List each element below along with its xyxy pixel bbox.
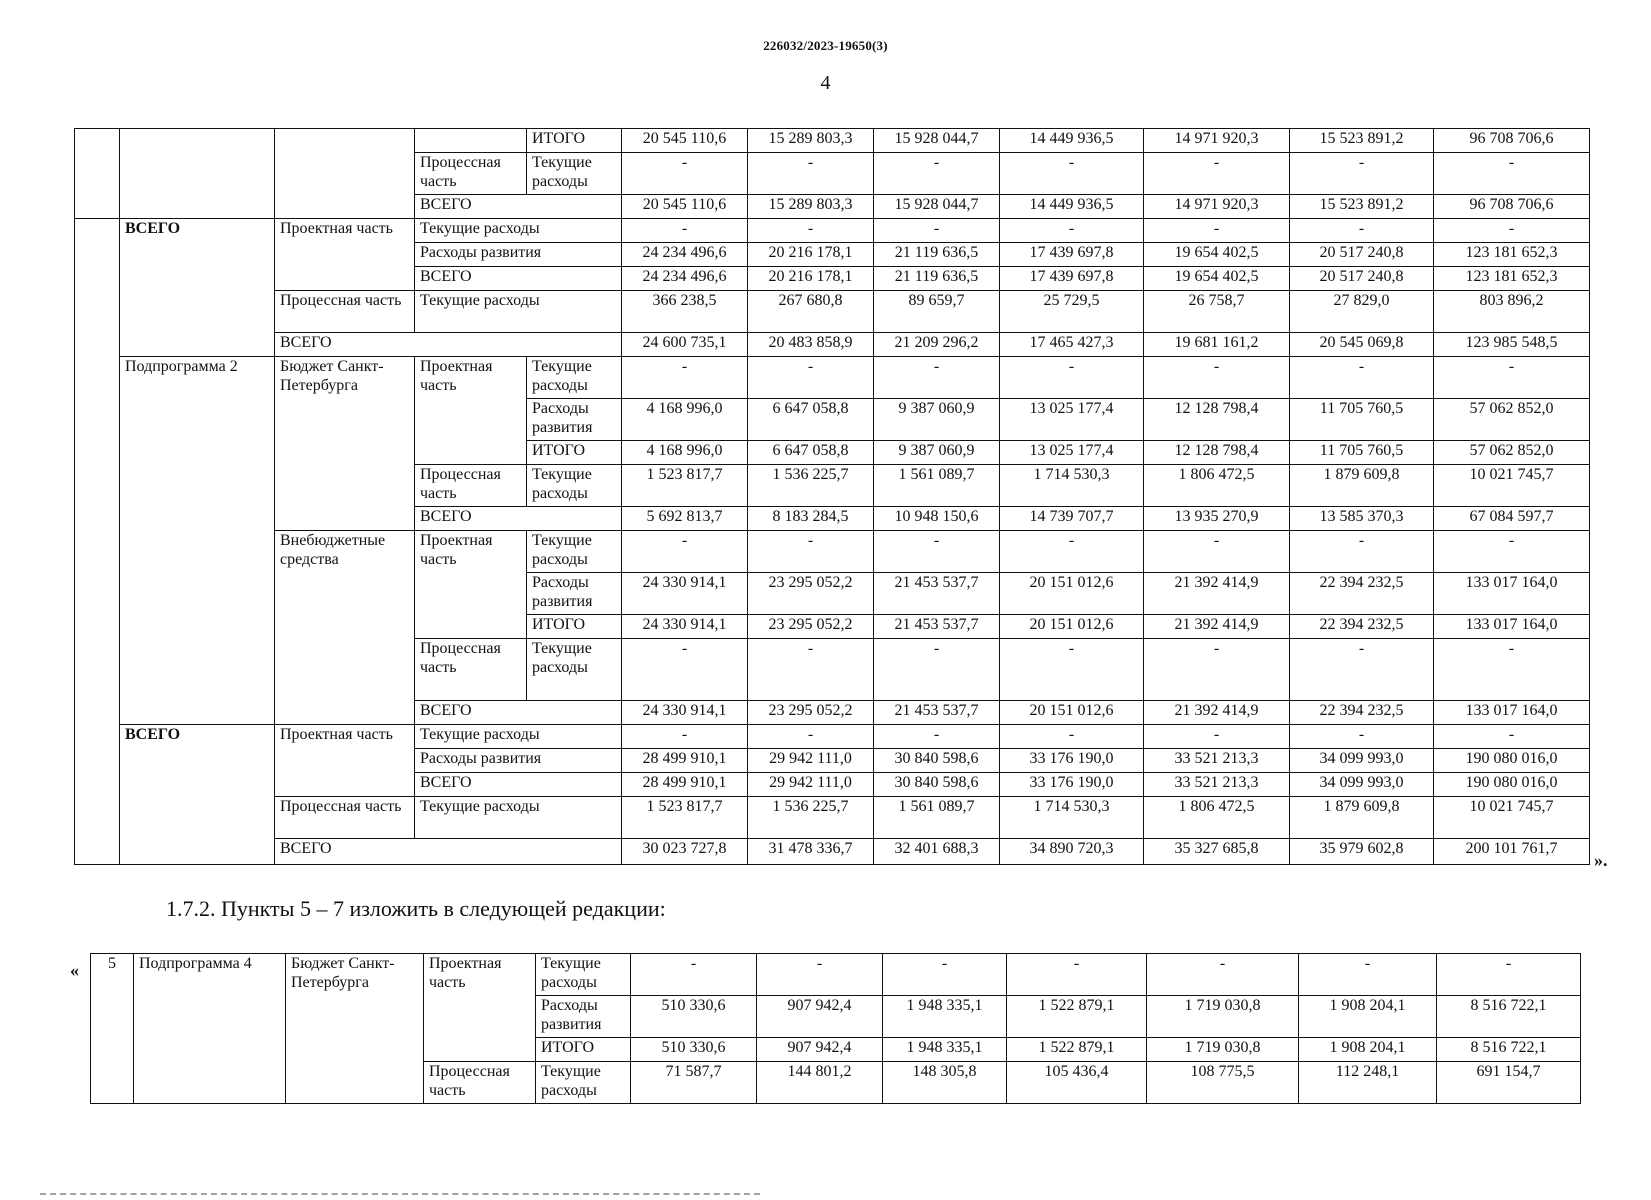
cell-expense-type: Текущие расходы [527, 357, 622, 399]
cell-source: Процессная часть [275, 291, 415, 333]
cell-value: 15 289 803,3 [748, 195, 874, 219]
cell-value: 34 890 720,3 [1000, 839, 1144, 865]
cell-value: 10 021 745,7 [1434, 797, 1590, 839]
cell-expense-type: Текущие расходы [527, 639, 622, 701]
cell-subprogram: ВСЕГО [120, 725, 275, 865]
cell-total-label: ВСЕГО [275, 333, 622, 357]
cell-value: 190 080 016,0 [1434, 749, 1590, 773]
cell-value: 133 017 164,0 [1434, 701, 1590, 725]
cell-total-label: ВСЕГО [415, 267, 622, 291]
cell-value: 21 392 414,9 [1144, 701, 1290, 725]
cell-value: 11 705 760,5 [1290, 441, 1434, 465]
cell-part: Процессная часть [415, 153, 527, 195]
cell-value: 21 392 414,9 [1144, 615, 1290, 639]
table-row [75, 839, 1590, 865]
cell-value: 20 545 110,6 [622, 129, 748, 153]
cell-value: 1 879 609,8 [1290, 797, 1434, 839]
cell-expense-type: ИТОГО [527, 615, 622, 639]
cell-value: 1 948 335,1 [883, 996, 1007, 1038]
cell-value: 19 681 161,2 [1144, 333, 1290, 357]
cell-value: 1 908 204,1 [1299, 996, 1437, 1038]
cell-total-label: ВСЕГО [275, 839, 622, 865]
cell-value: - [622, 531, 748, 573]
cell-value: - [1299, 954, 1437, 996]
cell-value: 1 908 204,1 [1299, 1038, 1437, 1062]
cell-source: Проектная часть [275, 219, 415, 291]
cell-value: - [748, 639, 874, 701]
cell-value: - [874, 357, 1000, 399]
cell-value: 200 101 761,7 [1434, 839, 1590, 865]
cell-value: 144 801,2 [757, 1062, 883, 1104]
cell-value: - [622, 725, 748, 749]
cell-value: - [622, 639, 748, 701]
cell-value: - [631, 954, 757, 996]
cell-value: 24 330 914,1 [622, 573, 748, 615]
cell-value: 57 062 852,0 [1434, 399, 1590, 441]
cell-value: 23 295 052,2 [748, 615, 874, 639]
table-row [75, 333, 1590, 357]
cell-value: 907 942,4 [757, 1038, 883, 1062]
budget-table-2 [90, 953, 1581, 1104]
cell-expense-type: Расходы развития [415, 243, 622, 267]
cell-value: 8 516 722,1 [1437, 996, 1581, 1038]
cell-value: - [1000, 219, 1144, 243]
cell-value: 15 928 044,7 [874, 129, 1000, 153]
cell-source: Процессная часть [275, 797, 415, 839]
section-heading: 1.7.2. Пункты 5 – 7 изложить в следующей редакции: [166, 896, 666, 921]
cell-part [415, 129, 527, 153]
cell-value: 1 806 472,5 [1144, 465, 1290, 507]
budget-table [74, 128, 1590, 865]
cell-value: - [1000, 357, 1144, 399]
cell-value: 71 587,7 [631, 1062, 757, 1104]
cell-value: 20 517 240,8 [1290, 243, 1434, 267]
cell-value: 1 523 817,7 [622, 465, 748, 507]
cell-value: - [748, 725, 874, 749]
cell-value: - [748, 153, 874, 195]
cell-value: 6 647 058,8 [748, 441, 874, 465]
cell-expense-type: Расходы развития [536, 996, 631, 1038]
cell-value: 14 449 936,5 [1000, 195, 1144, 219]
cell-part: Проектная часть [415, 357, 527, 465]
cell-value: - [883, 954, 1007, 996]
cell-value: - [1144, 219, 1290, 243]
table-row [75, 357, 1590, 399]
cell-value: - [1000, 639, 1144, 701]
cell-value: 21 453 537,7 [874, 615, 1000, 639]
cell-total-label: ВСЕГО [415, 773, 622, 797]
cell-expense-type: Текущие расходы [415, 725, 622, 749]
cell-value: 267 680,8 [748, 291, 874, 333]
cell-value: - [748, 531, 874, 573]
cell-value: 19 654 402,5 [1144, 267, 1290, 291]
cell-value: - [748, 219, 874, 243]
cell-expense-type: Текущие расходы [527, 465, 622, 507]
cell-value: 15 523 891,2 [1290, 195, 1434, 219]
cell-value: - [1290, 639, 1434, 701]
cell-expense-type: Расходы развития [527, 573, 622, 615]
cell-value: 20 151 012,6 [1000, 615, 1144, 639]
cell-value: 20 545 069,8 [1290, 333, 1434, 357]
cell-value: 24 330 914,1 [622, 701, 748, 725]
cell-value: - [1290, 357, 1434, 399]
cell-source: Проектная часть [275, 725, 415, 797]
cell-value: 10 021 745,7 [1434, 465, 1590, 507]
cell-value: - [1144, 531, 1290, 573]
cell-value: 25 729,5 [1000, 291, 1144, 333]
cell-expense-type: Текущие расходы [527, 531, 622, 573]
cell-value: 4 168 996,0 [622, 441, 748, 465]
cell-number [75, 219, 120, 865]
cell-value: 123 985 548,5 [1434, 333, 1590, 357]
cell-expense-type: Текущие расходы [415, 219, 622, 243]
cell-value: 8 516 722,1 [1437, 1038, 1581, 1062]
cell-value: - [1434, 153, 1590, 195]
cell-value: - [874, 531, 1000, 573]
cell-value: 28 499 910,1 [622, 773, 748, 797]
cell-number [75, 129, 120, 219]
cell-value: 20 483 858,9 [748, 333, 874, 357]
cell-expense-type: Расходы развития [415, 749, 622, 773]
cell-value: - [1144, 725, 1290, 749]
cell-value: 21 453 537,7 [874, 701, 1000, 725]
cell-value: 1 561 089,7 [874, 797, 1000, 839]
cell-value: 1 522 879,1 [1007, 1038, 1147, 1062]
cell-expense-type: Текущие расходы [527, 153, 622, 195]
cell-value: - [1144, 153, 1290, 195]
cell-part: Процессная часть [415, 639, 527, 701]
cell-value: 14 971 920,3 [1144, 129, 1290, 153]
cell-expense-type: Текущие расходы [415, 291, 622, 333]
cell-value: 24 234 496,6 [622, 267, 748, 291]
cell-subprogram [120, 129, 275, 219]
cell-value: 22 394 232,5 [1290, 615, 1434, 639]
cell-value: - [1434, 357, 1590, 399]
cell-value: - [1000, 153, 1144, 195]
cell-value: 30 840 598,6 [874, 773, 1000, 797]
cell-expense-type: Расходы развития [527, 399, 622, 441]
cell-value: 32 401 688,3 [874, 839, 1000, 865]
cell-value: - [874, 219, 1000, 243]
cell-value: 23 295 052,2 [748, 573, 874, 615]
cell-value: 24 330 914,1 [622, 615, 748, 639]
cell-expense-type: Текущие расходы [536, 1062, 631, 1104]
cell-subprogram: Подпрограмма 2 [120, 357, 275, 725]
cell-value: 1 806 472,5 [1144, 797, 1290, 839]
cell-part: Процессная часть [415, 465, 527, 507]
cell-value: 17 465 427,3 [1000, 333, 1144, 357]
cell-value: 1 719 030,8 [1147, 1038, 1299, 1062]
cell-total-label: ВСЕГО [415, 507, 622, 531]
cell-value: - [1437, 954, 1581, 996]
cell-value: 13 025 177,4 [1000, 441, 1144, 465]
table-row [75, 291, 1590, 333]
cell-value: - [1434, 219, 1590, 243]
cell-value: 24 234 496,6 [622, 243, 748, 267]
cell-value: 26 758,7 [1144, 291, 1290, 333]
cell-value: 133 017 164,0 [1434, 573, 1590, 615]
cell-value: 19 654 402,5 [1144, 243, 1290, 267]
cell-value: 29 942 111,0 [748, 773, 874, 797]
cell-value: 803 896,2 [1434, 291, 1590, 333]
cell-value: 31 478 336,7 [748, 839, 874, 865]
cell-value: 14 449 936,5 [1000, 129, 1144, 153]
cell-value: 1 561 089,7 [874, 465, 1000, 507]
cell-value: 17 439 697,8 [1000, 243, 1144, 267]
cell-value: 112 248,1 [1299, 1062, 1437, 1104]
cell-value: 13 025 177,4 [1000, 399, 1144, 441]
cell-value: 34 099 993,0 [1290, 773, 1434, 797]
cell-value: 14 971 920,3 [1144, 195, 1290, 219]
cell-value: 30 023 727,8 [622, 839, 748, 865]
table-row [75, 531, 1590, 573]
cell-part: Процессная часть [424, 1062, 536, 1104]
cell-value: 1 719 030,8 [1147, 996, 1299, 1038]
cell-value: 12 128 798,4 [1144, 399, 1290, 441]
cell-expense-type: ИТОГО [527, 129, 622, 153]
cell-value: 33 176 190,0 [1000, 773, 1144, 797]
table-row [75, 725, 1590, 749]
cell-value: 6 647 058,8 [748, 399, 874, 441]
cell-value: 1 536 225,7 [748, 465, 874, 507]
cell-value: - [1434, 531, 1590, 573]
cell-value: - [1290, 219, 1434, 243]
cell-value: 8 183 284,5 [748, 507, 874, 531]
cell-value: 691 154,7 [1437, 1062, 1581, 1104]
cell-value: 96 708 706,6 [1434, 129, 1590, 153]
cell-value: 22 394 232,5 [1290, 573, 1434, 615]
opening-quote: « [70, 960, 79, 980]
cell-value: 13 585 370,3 [1290, 507, 1434, 531]
cell-value: 33 521 213,3 [1144, 749, 1290, 773]
cell-number: 5 [91, 954, 134, 1104]
cell-value: 24 600 735,1 [622, 333, 748, 357]
cell-value: 33 521 213,3 [1144, 773, 1290, 797]
cell-value: 28 499 910,1 [622, 749, 748, 773]
cell-expense-type: Текущие расходы [415, 797, 622, 839]
table-row [75, 219, 1590, 243]
cell-value: 123 181 652,3 [1434, 243, 1590, 267]
cell-value: 108 775,5 [1147, 1062, 1299, 1104]
cell-value: - [874, 639, 1000, 701]
cell-value: 20 545 110,6 [622, 195, 748, 219]
cell-value: - [1290, 725, 1434, 749]
cell-value: - [1007, 954, 1147, 996]
cell-value: 34 099 993,0 [1290, 749, 1434, 773]
cell-value: - [1000, 725, 1144, 749]
document-id: 226032/2023-19650(3) [763, 38, 888, 53]
cell-source: Внебюджетные средства [275, 531, 415, 725]
cell-value: 1 522 879,1 [1007, 996, 1147, 1038]
cell-value: 20 151 012,6 [1000, 701, 1144, 725]
cell-value: 17 439 697,8 [1000, 267, 1144, 291]
cell-value: - [622, 219, 748, 243]
scan-artifact-line [40, 1193, 760, 1198]
cell-value: - [622, 357, 748, 399]
cell-subprogram: ВСЕГО [120, 219, 275, 357]
cell-value: 9 387 060,9 [874, 441, 1000, 465]
cell-value: 23 295 052,2 [748, 701, 874, 725]
cell-value: 1 879 609,8 [1290, 465, 1434, 507]
cell-value: - [874, 725, 1000, 749]
cell-value: 12 128 798,4 [1144, 441, 1290, 465]
cell-value: 1 948 335,1 [883, 1038, 1007, 1062]
page-number: 4 [820, 72, 831, 94]
cell-value: 21 119 636,5 [874, 243, 1000, 267]
cell-value: 1 536 225,7 [748, 797, 874, 839]
table-row [91, 954, 1581, 996]
cell-part: Проектная часть [415, 531, 527, 639]
cell-value: 21 209 296,2 [874, 333, 1000, 357]
cell-value: 11 705 760,5 [1290, 399, 1434, 441]
cell-value: 96 708 706,6 [1434, 195, 1590, 219]
cell-source: Бюджет Санкт-Петербурга [286, 954, 424, 1104]
cell-value: 35 327 685,8 [1144, 839, 1290, 865]
cell-value: 4 168 996,0 [622, 399, 748, 441]
cell-value: 21 119 636,5 [874, 267, 1000, 291]
cell-value: - [1144, 639, 1290, 701]
cell-value: 15 928 044,7 [874, 195, 1000, 219]
cell-value: - [1147, 954, 1299, 996]
cell-source: Бюджет Санкт-Петербурга [275, 357, 415, 531]
cell-value: 27 829,0 [1290, 291, 1434, 333]
cell-value: - [874, 153, 1000, 195]
cell-total-label: ВСЕГО [415, 195, 622, 219]
cell-source [275, 129, 415, 219]
cell-value: - [1434, 725, 1590, 749]
cell-value: 30 840 598,6 [874, 749, 1000, 773]
cell-value: 20 216 178,1 [748, 243, 874, 267]
table-row [75, 129, 1590, 153]
cell-expense-type: ИТОГО [536, 1038, 631, 1062]
cell-value: 13 935 270,9 [1144, 507, 1290, 531]
cell-value: - [748, 357, 874, 399]
cell-value: 35 979 602,8 [1290, 839, 1434, 865]
cell-value: 89 659,7 [874, 291, 1000, 333]
cell-value: 366 238,5 [622, 291, 748, 333]
cell-value: 105 436,4 [1007, 1062, 1147, 1104]
cell-value: 20 216 178,1 [748, 267, 874, 291]
cell-value: 907 942,4 [757, 996, 883, 1038]
cell-part: Проектная часть [424, 954, 536, 1062]
closing-quote: ». [1594, 850, 1608, 870]
cell-value: 10 948 150,6 [874, 507, 1000, 531]
cell-value: - [1434, 639, 1590, 701]
table-row [75, 797, 1590, 839]
cell-value: 9 387 060,9 [874, 399, 1000, 441]
cell-value: 20 517 240,8 [1290, 267, 1434, 291]
cell-value: 20 151 012,6 [1000, 573, 1144, 615]
cell-value: - [1000, 531, 1144, 573]
cell-value: - [1290, 531, 1434, 573]
cell-value: 67 084 597,7 [1434, 507, 1590, 531]
cell-value: 148 305,8 [883, 1062, 1007, 1104]
cell-value: 510 330,6 [631, 996, 757, 1038]
cell-value: 190 080 016,0 [1434, 773, 1590, 797]
cell-value: 15 523 891,2 [1290, 129, 1434, 153]
cell-value: 57 062 852,0 [1434, 441, 1590, 465]
cell-value: - [1290, 153, 1434, 195]
cell-subprogram: Подпрограмма 4 [134, 954, 286, 1104]
cell-value: 21 453 537,7 [874, 573, 1000, 615]
cell-expense-type: ИТОГО [527, 441, 622, 465]
cell-value: 22 394 232,5 [1290, 701, 1434, 725]
cell-value: 5 692 813,7 [622, 507, 748, 531]
cell-value: - [622, 153, 748, 195]
cell-value: 1 523 817,7 [622, 797, 748, 839]
cell-value: - [757, 954, 883, 996]
cell-value: 33 176 190,0 [1000, 749, 1144, 773]
cell-value: 29 942 111,0 [748, 749, 874, 773]
cell-value: 15 289 803,3 [748, 129, 874, 153]
cell-value: 123 181 652,3 [1434, 267, 1590, 291]
cell-value: 14 739 707,7 [1000, 507, 1144, 531]
cell-value: - [1144, 357, 1290, 399]
cell-value: 1 714 530,3 [1000, 797, 1144, 839]
cell-value: 21 392 414,9 [1144, 573, 1290, 615]
cell-value: 510 330,6 [631, 1038, 757, 1062]
cell-expense-type: Текущие расходы [536, 954, 631, 996]
cell-total-label: ВСЕГО [415, 701, 622, 725]
cell-value: 1 714 530,3 [1000, 465, 1144, 507]
cell-value: 133 017 164,0 [1434, 615, 1590, 639]
